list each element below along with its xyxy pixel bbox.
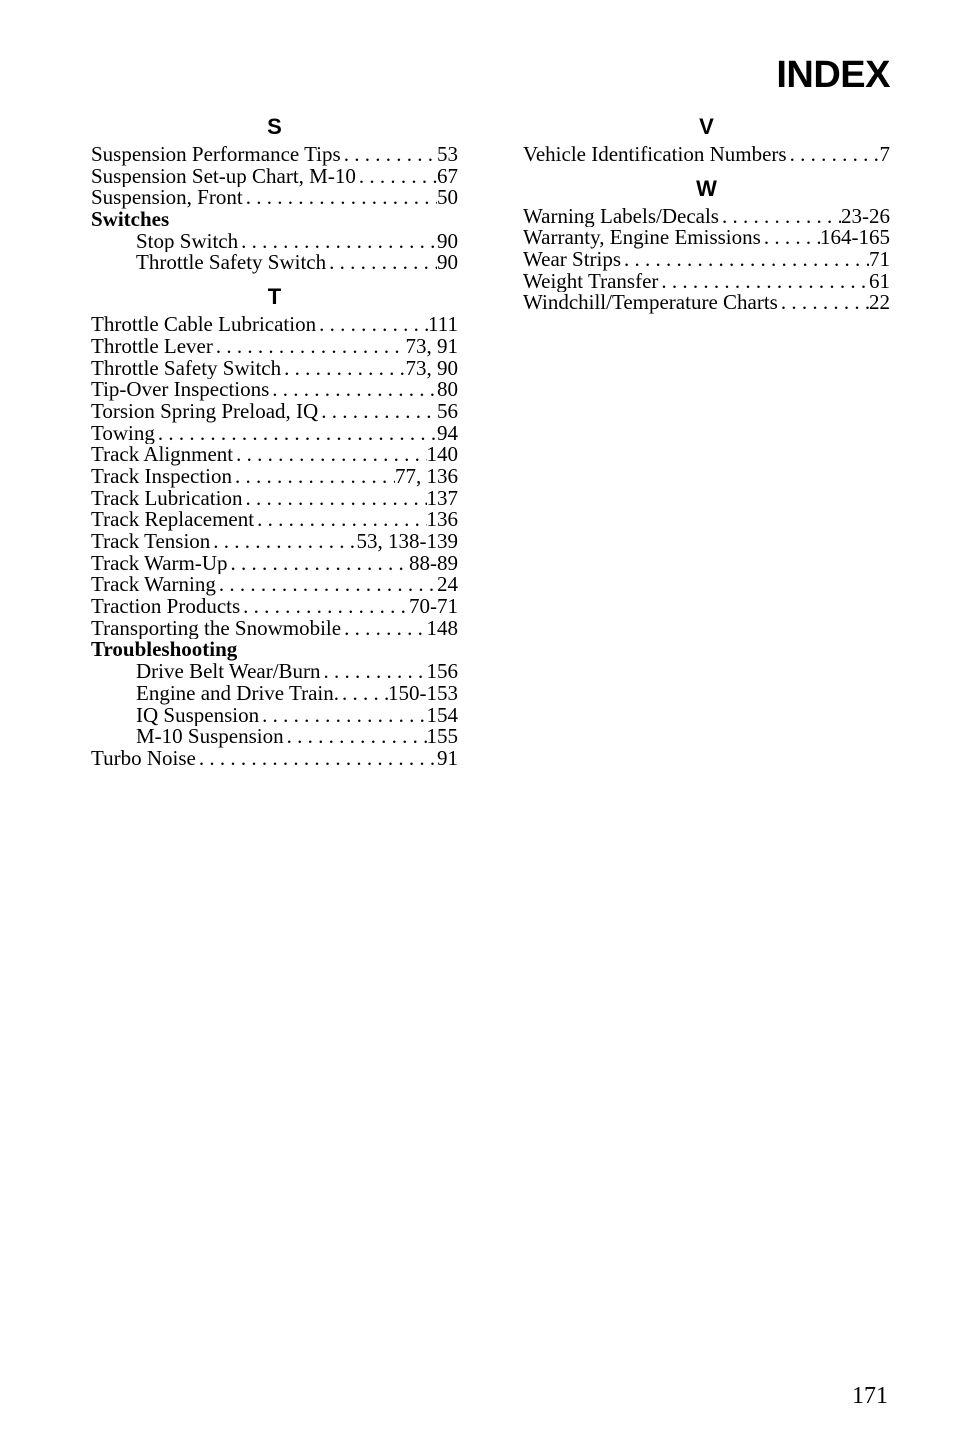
index-entry [91, 596, 458, 618]
page-ref: 137 [426, 487, 458, 510]
index-entry [523, 227, 890, 249]
index-entry [91, 509, 458, 531]
index-entry [91, 358, 458, 380]
dot-leader [761, 227, 820, 249]
index-term: M-10 Suspension [136, 726, 284, 748]
page-ref: 94 [437, 422, 458, 445]
page-ref: 111 [428, 314, 458, 336]
dot-leader [254, 509, 426, 531]
index-term: Track Lubrication [91, 487, 243, 510]
index-entry [91, 618, 458, 640]
index-term: Track Inspection [91, 465, 232, 488]
page-ref: 24 [437, 574, 458, 597]
index-term: Tip-Over Inspections [91, 379, 270, 401]
dot-leader [316, 314, 428, 336]
dot-leader [356, 166, 437, 188]
index-term: Throttle Safety Switch [91, 357, 282, 380]
index-list-s [91, 144, 458, 274]
page-ref: 73, 91 [405, 335, 458, 358]
dot-leader [210, 531, 356, 553]
dot-leader [216, 574, 437, 596]
page-ref: 164-165 [820, 227, 890, 250]
dot-leader [658, 271, 869, 293]
page-ref: 77, 136 [395, 465, 458, 488]
index-entry [91, 531, 458, 553]
page-ref: 23-26 [841, 205, 890, 228]
dot-leader [284, 726, 427, 748]
index-term: Turbo Noise [91, 747, 196, 770]
index-subentry [91, 252, 458, 274]
dot-leader [155, 423, 437, 445]
index-entry [523, 249, 890, 271]
index-term: Track Warning [91, 574, 216, 597]
index-entry [91, 444, 458, 466]
index-entry [523, 206, 890, 228]
index-entry [91, 466, 458, 488]
index-entry [523, 292, 890, 314]
index-list-w [523, 206, 890, 314]
dot-leader [341, 144, 437, 166]
index-entry [91, 187, 458, 209]
index-term: Suspension Set-up Chart, M-10 [91, 165, 356, 188]
dot-leader [242, 488, 426, 510]
dot-leader [228, 553, 409, 575]
page-ref: 70-71 [409, 596, 458, 618]
page-ref: 53, 138-139 [356, 531, 458, 553]
index-term: Warranty, Engine Emissions [523, 227, 761, 250]
index-entry [91, 336, 458, 358]
dot-leader [240, 596, 409, 618]
index-term: Drive Belt Wear/Burn [136, 661, 321, 683]
index-term: Track Alignment [91, 444, 234, 466]
index-column-right [523, 110, 890, 314]
page-ref: 148 [426, 617, 458, 640]
page-ref: 88-89 [409, 552, 458, 575]
page-ref: 154 [426, 704, 458, 727]
index-term: Track Warm-Up [91, 552, 228, 575]
page-ref: 80 [437, 379, 458, 401]
page-ref: 90 [437, 252, 458, 275]
page-ref: 140 [426, 444, 458, 466]
index-entry [91, 314, 458, 336]
index-entry [91, 748, 458, 770]
dot-leader [719, 206, 841, 228]
index-term: Weight Transfer [523, 270, 659, 293]
page-ref: 56 [437, 400, 458, 423]
dot-leader [318, 401, 437, 423]
dot-leader [281, 358, 405, 380]
index-group-heading-troubleshooting: Troubleshooting [91, 637, 238, 662]
index-entry [523, 144, 890, 166]
index-entry [91, 166, 458, 188]
index-entry [523, 271, 890, 293]
index-term: Track Replacement [91, 509, 255, 531]
dot-leader [787, 144, 880, 166]
dot-leader [326, 252, 437, 274]
index-term: Track Tension [91, 531, 211, 553]
page-ref: 50 [437, 187, 458, 210]
page-title: INDEX [776, 54, 890, 96]
page-ref: 150-153 [388, 682, 458, 705]
index-term: Towing [91, 422, 155, 445]
page-ref: 136 [426, 509, 458, 531]
dot-leader [321, 661, 427, 683]
dot-leader [341, 618, 426, 640]
page-ref: 53 [437, 144, 458, 166]
index-term: Vehicle Identification Numbers [523, 144, 787, 166]
index-term: Suspension, Front [91, 187, 243, 210]
index-list-v [523, 144, 890, 166]
page-ref: 156 [426, 661, 458, 683]
index-subentry [91, 726, 458, 748]
page-ref: 71 [869, 249, 890, 271]
dot-leader [259, 705, 426, 727]
page-ref: 91 [437, 747, 458, 770]
index-subentry [91, 231, 458, 253]
index-entry [91, 423, 458, 445]
index-term: Throttle Cable Lubrication [91, 314, 317, 336]
index-list-t [91, 314, 458, 769]
index-entry [91, 144, 458, 166]
index-term: Transporting the Snowmobile [91, 617, 342, 640]
index-subentry [91, 705, 458, 727]
section-letter-v: V [699, 114, 714, 139]
index-term: Engine and Drive Train. [136, 682, 339, 705]
index-subentry [91, 683, 458, 705]
page-ref: 7 [879, 144, 890, 166]
dot-leader [232, 466, 395, 488]
dot-leader [243, 187, 437, 209]
section-letter-s: S [267, 114, 282, 139]
index-term: IQ Suspension [136, 704, 260, 727]
index-entry [91, 574, 458, 596]
section-letter-w: W [696, 175, 717, 201]
dot-leader [213, 336, 406, 358]
dot-leader [269, 379, 437, 401]
page-number: 171 [852, 1383, 888, 1409]
page-ref: 155 [426, 726, 458, 748]
index-group-heading-switches: Switches [91, 207, 170, 232]
page-ref: 22 [869, 292, 890, 315]
page-ref: 61 [869, 270, 890, 293]
index-term: Throttle Lever [91, 335, 213, 358]
index-entry [91, 401, 458, 423]
index-column-left [91, 110, 458, 770]
dot-leader [238, 231, 437, 253]
page-ref: 90 [437, 230, 458, 253]
index-term: Windchill/Temperature Charts [523, 292, 778, 315]
index-term: Stop Switch [136, 230, 239, 253]
index-term: Warning Labels/Decals [523, 205, 719, 228]
page-ref: 73, 90 [405, 357, 458, 380]
index-term: Suspension Performance Tips [91, 144, 341, 166]
index-subentry [91, 661, 458, 683]
dot-leader [778, 292, 869, 314]
index-term: Wear Strips [523, 249, 622, 271]
dot-leader [339, 683, 388, 705]
dot-leader [196, 748, 437, 770]
index-entry [91, 488, 458, 510]
index-term: Throttle Safety Switch [136, 252, 327, 275]
index-term: Torsion Spring Preload, IQ [91, 400, 319, 423]
index-entry [91, 379, 458, 401]
dot-leader [621, 249, 869, 271]
dot-leader [233, 444, 426, 466]
page-ref: 67 [437, 165, 458, 188]
section-letter-t: T [267, 284, 282, 310]
index-entry [91, 553, 458, 575]
index-term: Traction Products [91, 596, 241, 618]
